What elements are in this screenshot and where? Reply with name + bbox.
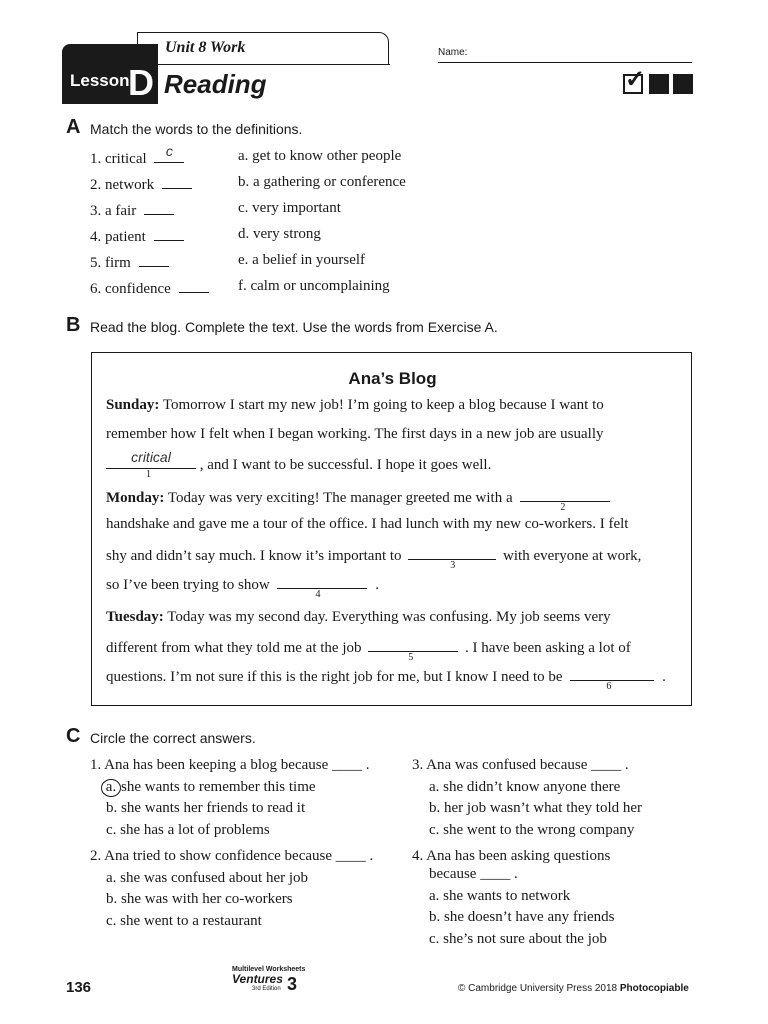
tuesday-line-1	[106, 609, 611, 626]
blog-blank-2[interactable]	[520, 487, 610, 513]
sunday-line-3	[106, 449, 492, 480]
name-label: Name:	[438, 47, 468, 58]
blank-number-5: 5	[408, 652, 414, 663]
monday-text-1: Today was very exciting! The manager greeted me with a	[164, 490, 513, 506]
definition-f: f. calm or uncomplaining	[238, 278, 390, 294]
question-4-line-2: because ____ .	[429, 866, 518, 882]
definition-b: b. a gathering or conference	[238, 174, 406, 190]
monday-line-2: handshake and gave me a tour of the office. I had lunch with my new co-workers. I felt	[106, 516, 629, 532]
monday-text-4: so I’ve been trying to show	[106, 577, 270, 593]
section-b-instruction: Read the blog. Complete the text. Use the words from Exercise A.	[90, 319, 498, 335]
tuesday-line-2	[106, 637, 631, 663]
word-item-1	[90, 143, 184, 168]
q4-option-c[interactable]: c. she’s not sure about the job	[429, 931, 607, 947]
question-1: 1. Ana has been keeping a blog because ____ .	[90, 757, 370, 773]
checkmark-icon: ✓	[625, 67, 646, 93]
lesson-badge	[62, 44, 158, 104]
monday-line-3	[106, 545, 642, 571]
answer-blank-4[interactable]	[154, 226, 184, 241]
series-subtitle: Multilevel Worksheets	[232, 966, 306, 973]
level-box-2	[649, 74, 669, 94]
tuesday-text-3: questions. I’m not sure if this is the right job for me, but I know I need to be	[106, 669, 563, 685]
blank-number-4: 4	[315, 589, 321, 600]
lesson-word: Lesson	[70, 71, 130, 90]
q4-option-a[interactable]: a. she wants to network	[429, 888, 571, 904]
section-c-letter: C	[66, 725, 81, 747]
section-c-instruction: Circle the correct answers.	[90, 730, 256, 746]
q1-option-b[interactable]: b. she wants her friends to read it	[106, 800, 306, 816]
q2-option-a[interactable]: a. she was confused about her job	[106, 870, 309, 886]
unit-title: Unit 8 Work	[165, 39, 246, 56]
blog-blank-4[interactable]	[277, 574, 367, 600]
word-label: 6. confidence	[90, 281, 171, 297]
header-rule	[158, 64, 390, 65]
series-edition: 3rd Edition	[252, 986, 281, 992]
word-label: 4. patient	[90, 229, 146, 245]
sunday-line-1	[106, 397, 604, 414]
blog-blank-1[interactable]	[106, 449, 196, 480]
q3-option-c[interactable]: c. she went to the wrong company	[429, 822, 635, 838]
answer-blank-1[interactable]	[154, 143, 184, 163]
monday-text-3b: with everyone at work,	[503, 548, 642, 564]
tuesday-label: Tuesday:	[106, 609, 164, 625]
section-b-letter: B	[66, 314, 81, 336]
q1-option-c[interactable]: c. she has a lot of problems	[106, 822, 270, 838]
definition-d: d. very strong	[238, 226, 321, 242]
tuesday-text-2a: different from what they told me at the job	[106, 640, 362, 656]
q4-option-b[interactable]: b. she doesn’t have any friends	[429, 909, 615, 925]
section-a-letter: A	[66, 116, 81, 138]
circled-answer: a.	[101, 779, 121, 797]
question-3: 3. Ana was confused because ____ .	[412, 757, 629, 773]
blank-number-2: 2	[560, 502, 566, 513]
word-item-3	[90, 200, 174, 220]
word-item-2	[90, 174, 192, 194]
series-logo: Ventures	[232, 972, 283, 986]
monday-label: Monday:	[106, 490, 165, 506]
blog-blank-3[interactable]	[408, 545, 496, 571]
answer-blank-6[interactable]	[179, 278, 209, 293]
page-number: 136	[66, 979, 92, 996]
blog-title: Ana’s Blog	[348, 369, 437, 388]
q2-option-b[interactable]: b. she was with her co-workers	[106, 891, 293, 907]
monday-text-3a: shy and didn’t say much. I know it’s important to	[106, 548, 402, 564]
definition-e: e. a belief in yourself	[238, 252, 366, 268]
question-2: 2. Ana tried to show confidence because ____ .	[90, 848, 374, 864]
definition-a: a. get to know other people	[238, 148, 402, 164]
level-box-1	[623, 67, 646, 94]
word-item-5	[90, 252, 169, 272]
lesson-letter: D	[128, 62, 154, 103]
monday-line-4	[106, 574, 379, 600]
blog-answer-1: critical	[131, 449, 171, 465]
tuesday-text-2b: . I have been asking a lot of	[464, 640, 631, 656]
definition-c: c. very important	[238, 200, 341, 216]
q3-option-a[interactable]: a. she didn’t know anyone there	[429, 779, 621, 795]
word-label: 2. network	[90, 177, 155, 193]
period-6: .	[662, 669, 666, 685]
tuesday-text-1: Today was my second day. Everything was confusing. My job seems very	[163, 609, 611, 625]
section-a-instruction: Match the words to the definitions.	[90, 121, 303, 137]
q1-option-a-text: she wants to remember this time	[121, 779, 316, 795]
blank-number-6: 6	[606, 681, 612, 692]
blog-box	[91, 352, 692, 706]
word-item-6	[90, 278, 209, 298]
word-label: 5. firm	[90, 255, 131, 271]
q1-option-a[interactable]	[104, 779, 316, 797]
sunday-text-3: , and I want to be successful. I hope it goes well.	[199, 457, 492, 473]
sunday-label: Sunday:	[106, 397, 160, 413]
name-field-line[interactable]	[438, 62, 692, 63]
blank-number-3: 3	[450, 560, 456, 571]
copyright	[458, 983, 689, 994]
sunday-line-2: remember how I felt when I began working. The first days in a new job are usually	[106, 426, 604, 442]
monday-line-1	[106, 487, 610, 513]
tuesday-line-3	[106, 666, 666, 692]
answer-1: c	[165, 143, 173, 159]
word-item-4	[90, 226, 184, 246]
photocopiable-label: Photocopiable	[619, 983, 689, 994]
level-box-3	[673, 74, 693, 94]
q2-option-c[interactable]: c. she went to a restaurant	[106, 913, 262, 929]
q3-option-b[interactable]: b. her job wasn’t what they told her	[429, 800, 643, 816]
word-label: 3. a fair	[90, 203, 137, 219]
blank-number-1: 1	[146, 469, 151, 480]
word-label: 1. critical	[90, 151, 147, 167]
sunday-text-1: Tomorrow I start my new job! I’m going to keep a blog because I want to	[159, 397, 604, 413]
answer-blank-5[interactable]	[139, 252, 169, 267]
answer-blank-2[interactable]	[162, 174, 192, 189]
answer-blank-3[interactable]	[144, 200, 174, 215]
series-level: 3	[287, 974, 298, 994]
page-title: Reading	[164, 69, 267, 99]
period-4: .	[375, 577, 379, 593]
blog-blank-5[interactable]	[368, 637, 458, 663]
copyright-text: © Cambridge University Press 2018	[458, 983, 618, 994]
blog-blank-6[interactable]	[570, 666, 654, 692]
question-4-line-1: 4. Ana has been asking questions	[412, 848, 611, 864]
